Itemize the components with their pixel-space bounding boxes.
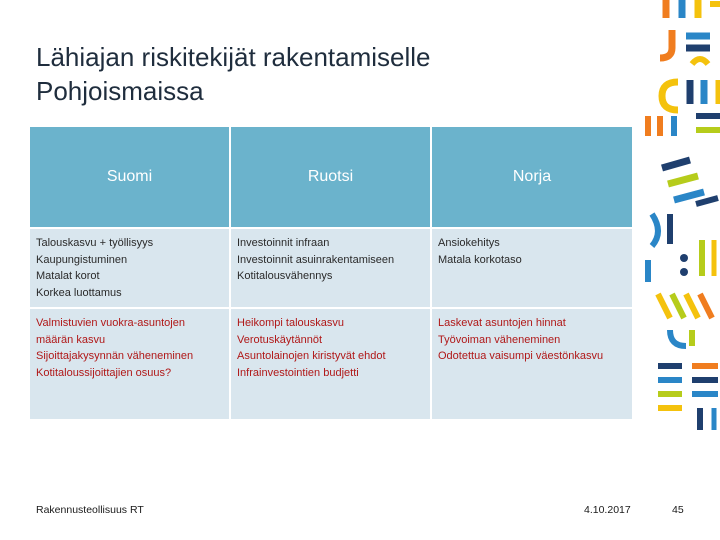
cell-norja-positive — [432, 229, 632, 309]
cell-line: Kotitaloussijoittajien osuus? — [36, 366, 172, 379]
cell-line: Investoinnit asuinrakentamiseen — [237, 253, 395, 266]
cell-line: Laskevat asuntojen hinnat — [438, 317, 566, 329]
table-header-row — [30, 127, 632, 229]
cell-suomi-risks — [30, 309, 231, 421]
cell-line: Odotettua vaisumpi väestönkasvu — [438, 350, 604, 362]
footer-organization: Rakennusteollisuus RT — [36, 504, 144, 516]
cell-line: Asuntolainojen kiristyvät ehdot — [237, 350, 386, 362]
table-row-positive-factors — [30, 229, 632, 309]
cell-ruotsi-positive — [231, 229, 432, 309]
table-row-risk-factors — [30, 309, 632, 421]
column-header-suomi: Suomi — [30, 127, 231, 229]
cell-line: Investoinnit infraan — [237, 237, 330, 249]
cell-line: Valmistuvien vuokra-asuntojen — [36, 317, 185, 329]
cell-line: Ansiokehitys — [438, 237, 500, 249]
cell-line: Heikompi talouskasvu — [237, 317, 344, 329]
cell-line: Sijoittajakysynnän väheneminen — [36, 350, 194, 362]
cell-line: Kotitalousvähennys — [237, 270, 333, 282]
cell-norja-risks — [432, 309, 632, 421]
risk-table — [30, 127, 632, 421]
cell-line: Kaupungistuminen — [36, 253, 128, 266]
cell-ruotsi-risks — [231, 309, 432, 421]
cell-line: Verotuskäytännöt — [237, 333, 323, 346]
footer-date: 4.10.2017 — [584, 504, 631, 516]
cell-line: Matalat korot — [36, 270, 100, 282]
cell-line: Talouskasvu + työllisyys — [36, 237, 154, 249]
column-header-ruotsi: Ruotsi — [231, 127, 432, 229]
cell-line: määrän kasvu — [36, 333, 106, 346]
decorative-pattern — [630, 0, 720, 540]
page-number: 45 — [672, 504, 684, 516]
column-header-norja: Norja — [432, 127, 632, 229]
cell-line: Infrainvestointien budjetti — [237, 366, 359, 379]
cell-line: Työvoiman väheneminen — [438, 333, 561, 346]
cell-suomi-positive — [30, 229, 231, 309]
slide-title: Lähiajan riskitekijät rakentamiselle Pohjoismaissa — [36, 42, 431, 106]
cell-line: Matala korkotaso — [438, 253, 522, 266]
cell-line: Korkea luottamus — [36, 286, 122, 299]
